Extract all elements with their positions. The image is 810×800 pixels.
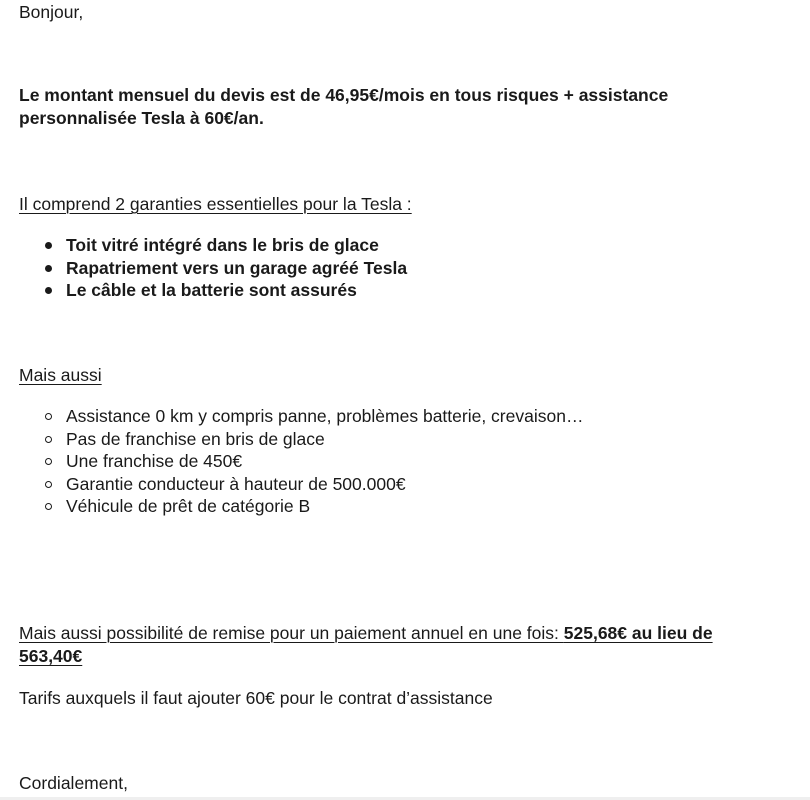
list-item-text: Une franchise de 450€ xyxy=(66,451,243,471)
also-heading: Mais aussi xyxy=(19,365,102,385)
discount-amount: 525,68€ au lieu de 563,40€ xyxy=(19,623,713,666)
list-item-text: Le câble et la batterie sont assurés xyxy=(66,280,357,300)
circle-bullet-icon xyxy=(45,481,52,488)
discount-text: Mais aussi possibilité de remise pour un paiement annuel en une fois: xyxy=(19,623,564,643)
list-item xyxy=(19,405,780,428)
list-item-text: Rapatriement vers un garage agréé Tesla xyxy=(66,257,408,278)
list-item-text: Véhicule de prêt de catégorie B xyxy=(66,496,311,516)
quote-summary: Le montant mensuel du devis est de 46,95€/mois en tous risques + assistance personnalisée Tesla à 60€/an. xyxy=(19,85,669,128)
list-item xyxy=(19,257,780,280)
annual-discount-offer xyxy=(19,622,780,668)
list-item xyxy=(19,428,780,451)
essentials-list xyxy=(19,234,780,302)
list-item xyxy=(19,473,780,496)
list-item-text: Garantie conducteur à hauteur de 500.000€ xyxy=(66,473,406,494)
essentials-heading: Il comprend 2 garanties essentielles pour la Tesla : xyxy=(19,194,412,214)
list-item xyxy=(19,279,780,302)
bullet-icon xyxy=(45,265,52,272)
list-item xyxy=(19,495,780,518)
list-item-text: Toit vitré intégré dans le bris de glace xyxy=(66,235,379,255)
list-item-text: Assistance 0 km y compris panne, problèmes batterie, crevaison… xyxy=(66,406,584,426)
list-item xyxy=(19,450,780,473)
circle-bullet-icon xyxy=(45,436,52,443)
circle-bullet-icon xyxy=(45,458,52,465)
bullet-icon xyxy=(45,287,52,294)
circle-bullet-icon xyxy=(45,413,52,420)
list-item-text: Pas de franchise en bris de glace xyxy=(66,428,325,449)
greeting: Bonjour, xyxy=(19,2,84,22)
list-item xyxy=(19,234,780,257)
also-list xyxy=(19,405,780,518)
assistance-note: Tarifs auxquels il faut ajouter 60€ pour le contrat d’assistance xyxy=(19,688,493,708)
bullet-icon xyxy=(45,242,52,249)
circle-bullet-icon xyxy=(45,503,52,510)
closing: Cordialement, xyxy=(19,773,128,793)
